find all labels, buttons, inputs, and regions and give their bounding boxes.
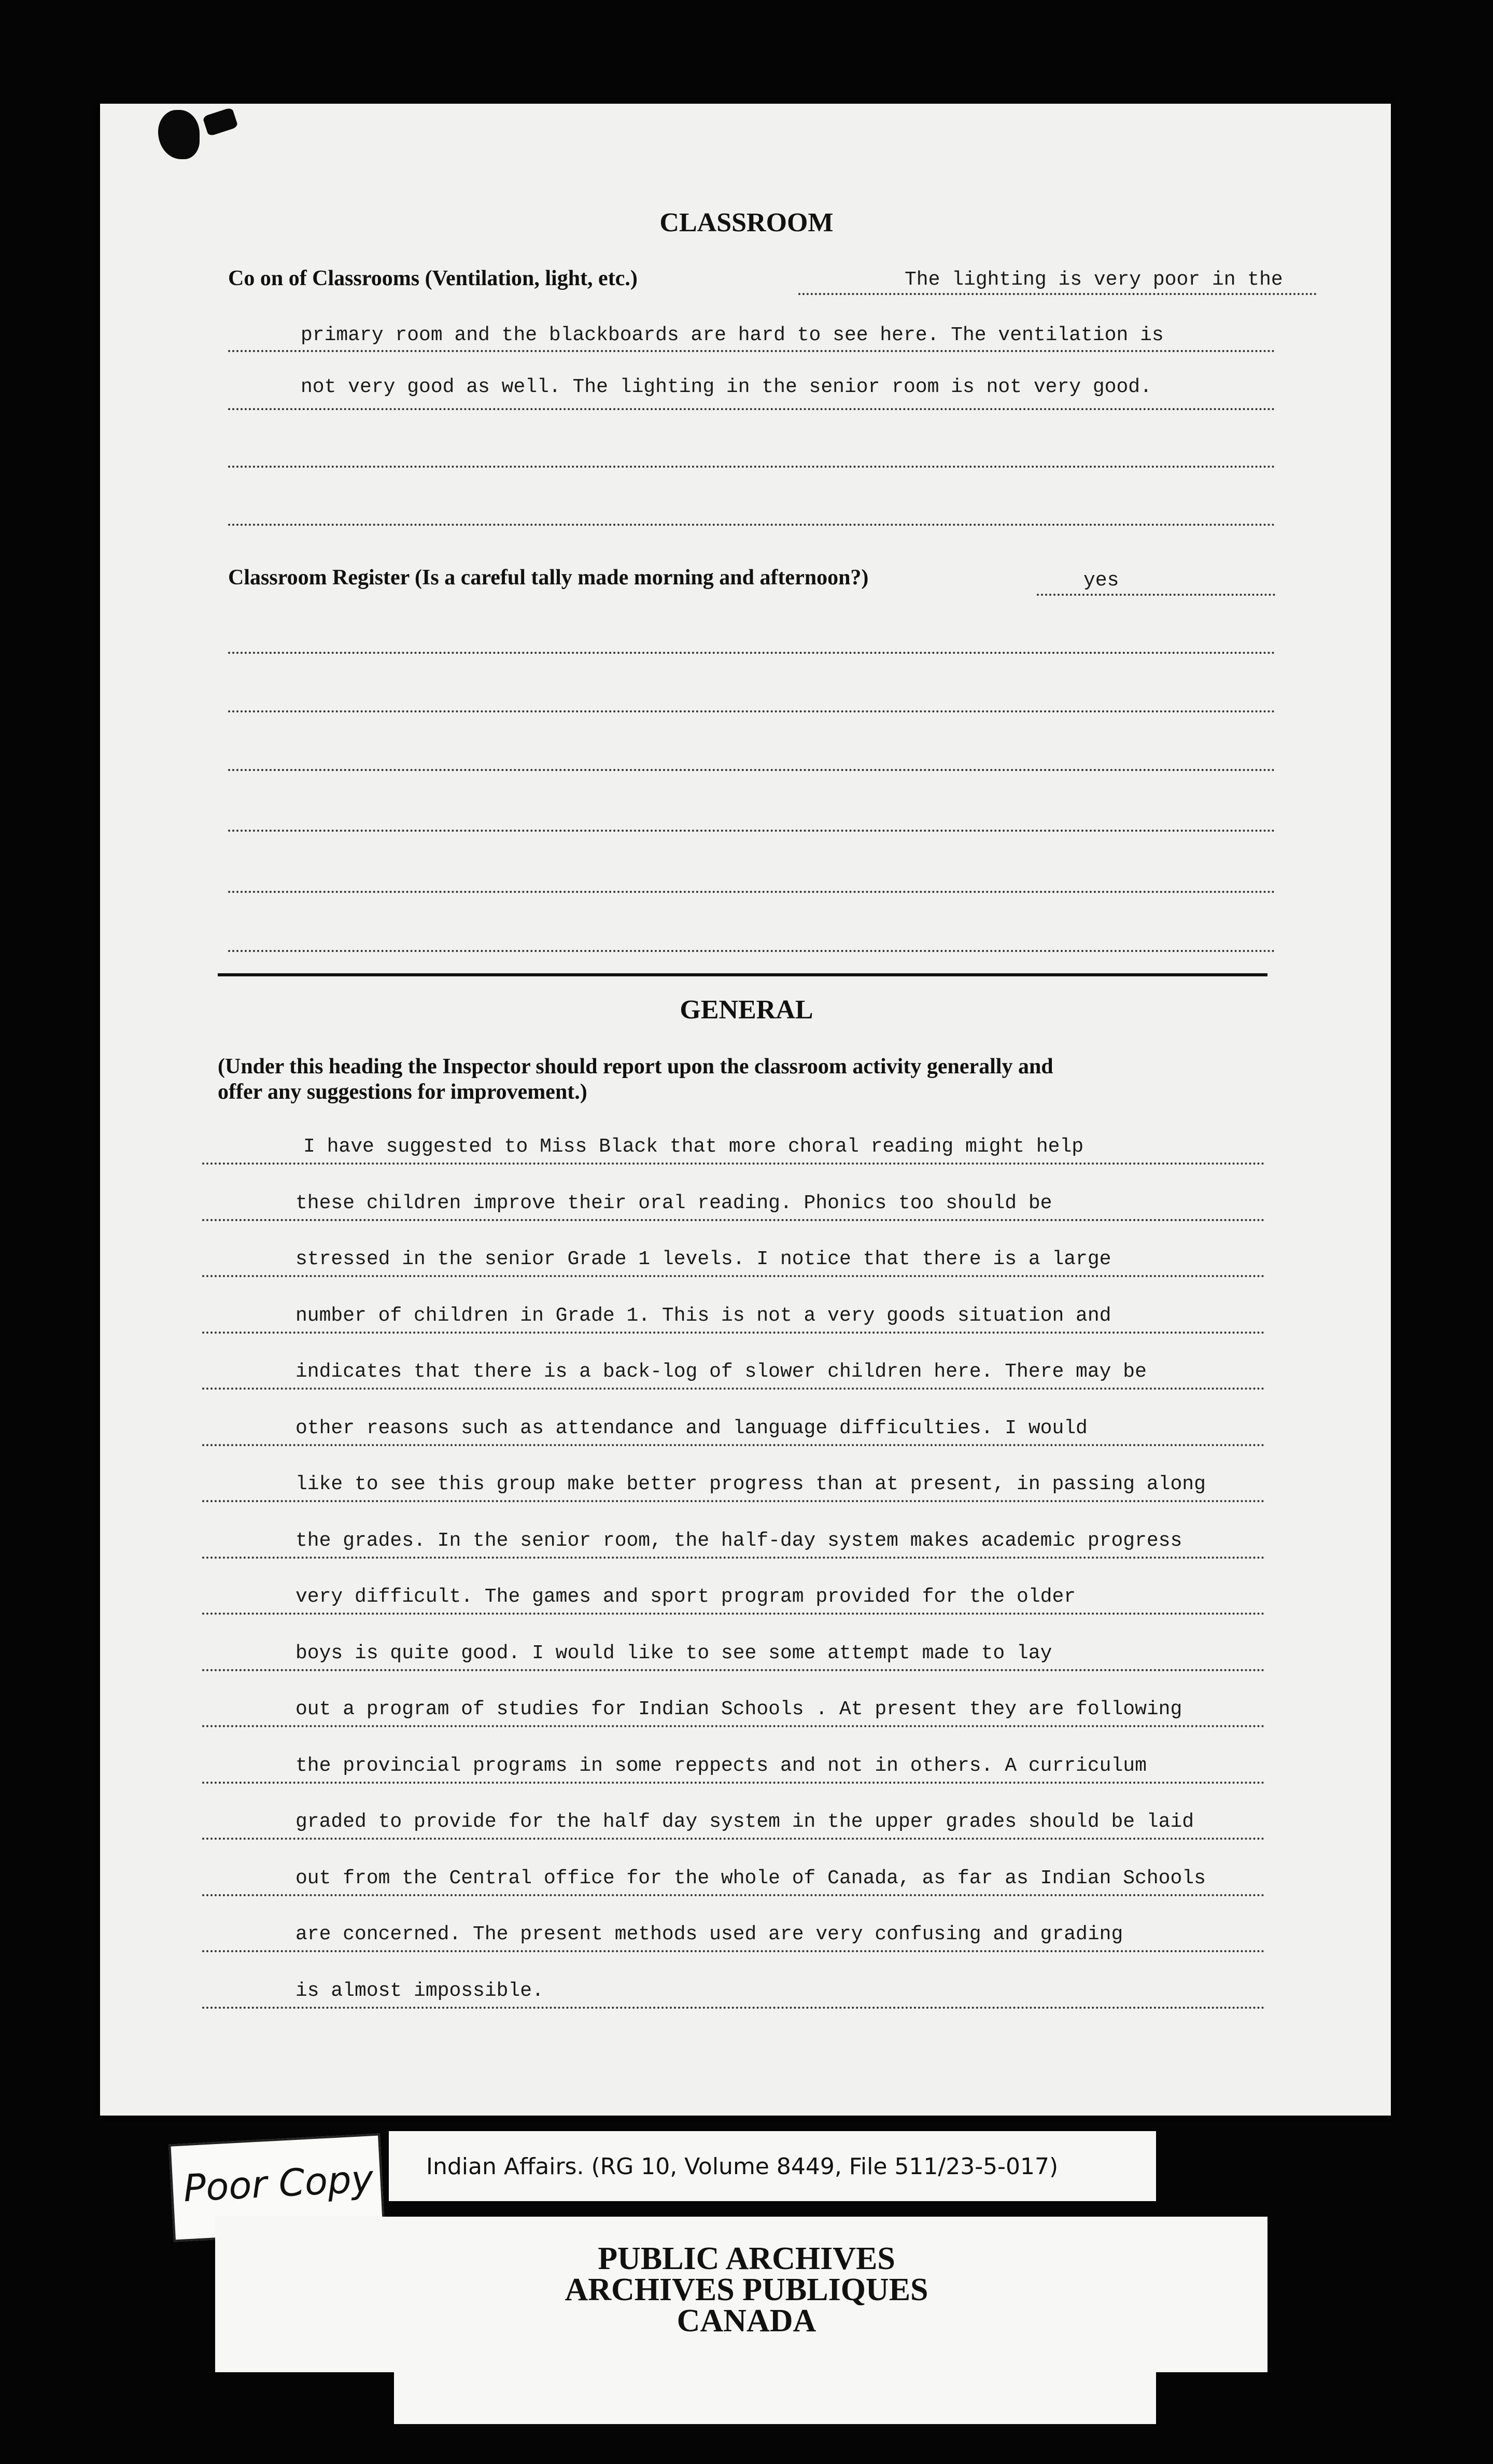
condition-line-2: primary room and the blackboards are hard to see here. The ventilation is <box>301 324 1164 346</box>
report-line: I have suggested to Miss Black that more choral reading might help <box>303 1136 1084 1158</box>
report-dotted-line <box>202 2007 1265 2009</box>
report-dotted-line <box>202 1950 1265 1952</box>
report-line: out from the Central office for the whole of Canada, as far as Indian Schools <box>295 1867 1206 1889</box>
report-dotted-line <box>202 1275 1265 1277</box>
report-dotted-line <box>202 1557 1265 1559</box>
blank-line <box>228 466 1275 468</box>
register-label: Classroom Register (Is a careful tally made morning and afternoon?) <box>228 566 869 590</box>
condition-line-3: not very good as well. The lighting in the senior room is not very good. <box>301 376 1152 398</box>
archive-line-1: PUBLIC ARCHIVES <box>598 2241 895 2276</box>
report-line: the grades. In the senior room, the half-day system makes academic progress <box>295 1529 1182 1552</box>
condition-line-1: The lighting is very poor in the <box>905 269 1283 291</box>
report-line: indicates that there is a back-log of slower children here. There may be <box>295 1361 1147 1383</box>
blank-line <box>228 950 1275 952</box>
report-dotted-line <box>202 1219 1265 1221</box>
report-dotted-line <box>202 1332 1265 1334</box>
blank-line <box>228 524 1275 526</box>
report-dotted-line <box>202 1894 1265 1896</box>
report-line: stressed in the senior Grade 1 levels. I notice that there is a large <box>295 1248 1111 1270</box>
blank-line <box>228 710 1275 712</box>
report-dotted-line <box>202 1500 1265 1502</box>
blank-line <box>228 769 1275 771</box>
report-line: out a program of studies for Indian Schools . At present they are following <box>295 1698 1182 1720</box>
report-line: are concerned. The present methods used are very confusing and grading <box>295 1923 1123 1945</box>
report-dotted-line <box>202 1613 1265 1615</box>
blank-line <box>228 891 1275 893</box>
general-instruction-2: offer any suggestions for improvement.) <box>218 1080 587 1104</box>
report-dotted-line <box>202 1444 1265 1446</box>
poor-copy-text: Poor Copy <box>182 2157 375 2210</box>
report-line: number of children in Grade 1. This is not a very goods situation and <box>295 1304 1111 1327</box>
report-line: the provincial programs in some reppects and not in others. A curriculum <box>295 1754 1147 1777</box>
answer-line <box>228 350 1275 352</box>
section-divider <box>218 973 1267 976</box>
register-answer: yes <box>1083 569 1119 592</box>
blank-line <box>228 830 1275 832</box>
report-dotted-line <box>202 1782 1265 1784</box>
report-line: other reasons such as attendance and language difficulties. I would <box>295 1417 1088 1439</box>
general-instruction-1: (Under this heading the Inspector should report upon the classroom activity generally and <box>218 1055 1053 1079</box>
report-dotted-line <box>202 1838 1265 1840</box>
blank-line <box>228 652 1275 654</box>
answer-line <box>228 408 1275 410</box>
report-line: like to see this group make better progress than at present, in passing along <box>295 1473 1206 1495</box>
condition-label: Co on of Classrooms (Ventilation, light, etc.) <box>228 267 638 290</box>
general-heading: GENERAL <box>680 995 813 1025</box>
citation-text: Indian Affairs. (RG 10, Volume 8449, File 511/23-5-017) <box>426 2153 1059 2180</box>
report-dotted-line <box>202 1725 1265 1727</box>
report-line: is almost impossible. <box>295 1979 544 2002</box>
report-dotted-line <box>202 1163 1265 1165</box>
report-dotted-line <box>202 1388 1265 1390</box>
report-dotted-line <box>202 1669 1265 1671</box>
archive-line-2: ARCHIVES PUBLIQUES <box>565 2272 928 2307</box>
report-line: very difficult. The games and sport program provided for the older <box>295 1586 1076 1608</box>
report-line: graded to provide for the half day system in the upper grades should be laid <box>295 1811 1194 1833</box>
answer-line <box>1037 594 1275 596</box>
answer-line <box>798 293 1317 295</box>
archive-line-3: CANADA <box>677 2303 816 2339</box>
report-line: boys is quite good. I would like to see some attempt made to lay <box>295 1642 1052 1664</box>
archive-stamp-tab <box>394 2372 1156 2424</box>
classroom-heading: CLASSROOM <box>659 208 834 237</box>
report-line: these children improve their oral reading. Phonics too should be <box>295 1192 1052 1214</box>
